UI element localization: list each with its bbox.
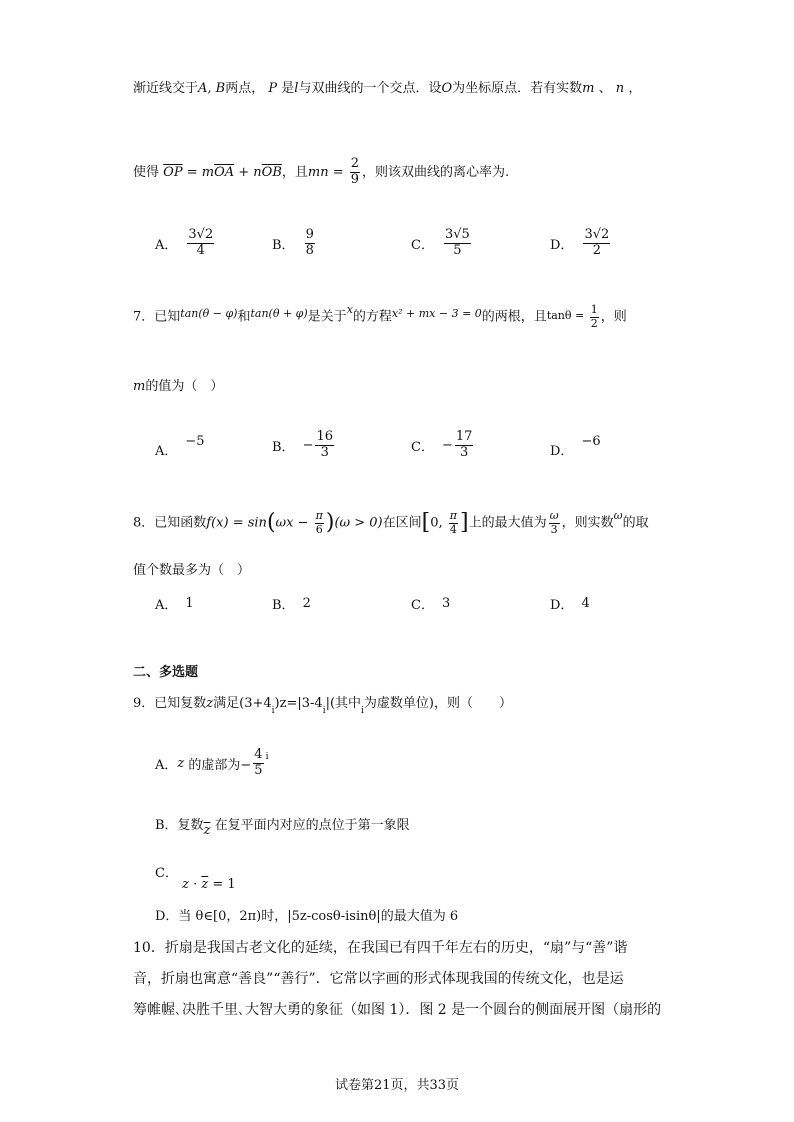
numerator: 3√2 — [188, 227, 214, 242]
q7-option-c[interactable] — [411, 430, 475, 461]
math-z-conjugate: $\overline{z}$ — [201, 877, 209, 892]
numerator: 1 — [590, 303, 598, 316]
option-value: 1 — [185, 596, 194, 611]
text: ，则实数 — [561, 515, 614, 531]
text: 在区间 — [382, 515, 422, 531]
option-label: D． — [550, 598, 574, 613]
text: · — [188, 877, 202, 892]
math-o: O — [441, 81, 453, 96]
minus-sign: − — [302, 437, 314, 453]
denominator: 3 — [550, 522, 558, 536]
minus-sign: − — [441, 437, 453, 453]
q10-line1: 10．折扇是我国古老文化的延续，在我国已有四千年左右的历史，“扇”与“善”谐 — [133, 940, 628, 956]
text: 的两根，且 — [481, 309, 547, 325]
fraction — [444, 228, 471, 259]
paren-close: ) — [325, 510, 335, 536]
fraction — [315, 430, 334, 461]
denominator: 2 — [592, 242, 601, 258]
interval-start: 0, — [430, 515, 447, 531]
fraction — [583, 228, 610, 259]
math-n: n — [615, 81, 625, 96]
math-expression — [182, 877, 236, 892]
text: = — [328, 164, 348, 180]
option-label: A． — [155, 598, 178, 613]
denominator: 9 — [350, 171, 360, 187]
fraction — [455, 430, 474, 461]
text: 与双曲线的一个交点．设 — [298, 81, 442, 96]
q7-line2 — [133, 380, 223, 393]
q7-option-a[interactable] — [155, 432, 205, 459]
vector-ob: $\overline{OB}$ — [261, 164, 282, 180]
numerator: 2 — [350, 156, 360, 171]
vector-op: $\overline{OP}$ — [163, 164, 183, 180]
math-z: z — [177, 755, 185, 771]
text: = — [182, 164, 202, 180]
math-mn: mn — [307, 164, 329, 180]
q10-line2: 音，折扇也寓意“善良”“善行”．它常以字画的形式体现我国的传统文化，也是运 — [133, 971, 624, 987]
q6-option-d[interactable] — [550, 228, 612, 259]
denominator: 3 — [459, 444, 469, 460]
math-z: z — [182, 877, 189, 892]
text: 为坐标原点．若有实数 — [452, 81, 583, 96]
bracket-close: ] — [460, 510, 469, 536]
numerator: 16 — [316, 429, 334, 444]
text: 满足(3+4 — [213, 696, 272, 711]
denominator: 5 — [453, 242, 462, 258]
fraction — [315, 510, 324, 536]
text: 7．已知 — [133, 309, 181, 325]
text: 是关于 — [307, 309, 347, 325]
text: 渐近线交于 — [133, 81, 199, 96]
numerator: π — [315, 509, 323, 522]
text: 的方程 — [352, 309, 392, 325]
math-tan1: tan(θ − φ) — [180, 306, 238, 320]
text: 的取 — [622, 515, 649, 531]
math-x: x — [346, 302, 353, 316]
q7-line1 — [133, 304, 627, 330]
q8-option-d[interactable] — [550, 594, 590, 613]
q7-option-d[interactable] — [550, 432, 601, 459]
math-ab: A, B — [198, 81, 226, 96]
q6-option-b[interactable] — [272, 228, 317, 259]
q6-line2 — [133, 157, 509, 188]
text: ，则该双曲线的离心率为. — [362, 164, 510, 180]
text: 两点， — [225, 81, 265, 96]
q8-option-a[interactable] — [155, 594, 194, 613]
option-label: C． — [155, 866, 178, 881]
fraction — [305, 228, 315, 259]
numerator: 3√2 — [584, 227, 610, 242]
fraction — [449, 510, 458, 536]
numerator: 9 — [305, 227, 314, 242]
math-l: l — [294, 81, 299, 96]
fraction — [350, 157, 360, 188]
math-condition: (ω > 0) — [334, 515, 383, 531]
text: 上的最大值为 — [468, 515, 547, 531]
option-label: C． — [411, 237, 434, 253]
math-function: f(x) = sin — [206, 515, 267, 531]
text: 使得 — [133, 164, 160, 180]
q8-option-b[interactable] — [272, 594, 311, 613]
math-i: i — [271, 706, 275, 716]
option-label: A． — [155, 757, 178, 773]
math-inner: ωx − — [275, 515, 313, 531]
text: ，且 — [281, 164, 308, 180]
text: 在复平面内对应的点位于第一象限 — [214, 818, 410, 833]
denominator: 5 — [254, 762, 263, 778]
text: ， — [628, 81, 642, 96]
section-heading: 二、多选题 — [133, 665, 199, 680]
option-label: B． — [272, 439, 295, 455]
math-i: i — [322, 706, 326, 716]
q10-line3: 筹帷幄､决胜千里､大智大勇的象征（如图 1）．图 2 是一个圆台的侧面展开图（扇形的 — [133, 1002, 662, 1018]
option-label: B． — [272, 237, 295, 253]
q9-option-b[interactable] — [155, 818, 410, 838]
option-label: D． — [550, 237, 574, 253]
q9-option-c[interactable] — [155, 866, 236, 892]
numerator: ω — [549, 509, 559, 522]
page-footer: 试卷第21页，共33页 — [334, 1078, 460, 1093]
text: 9．已知复数 — [133, 696, 207, 711]
math-i: i — [265, 752, 269, 763]
text: 8．已知函数 — [133, 515, 207, 531]
q6-option-a[interactable] — [155, 228, 216, 259]
math-m: m — [133, 379, 146, 394]
math-m: m — [582, 81, 595, 96]
q8-line1 — [133, 510, 649, 536]
option-value: −5 — [185, 434, 205, 449]
math-i: i — [361, 706, 364, 716]
fraction — [549, 510, 560, 536]
math-m: m — [201, 164, 215, 180]
text: ，则 — [600, 309, 627, 325]
option-label: B．复数 — [155, 818, 204, 833]
q6-line1 — [133, 82, 641, 95]
math-p: P — [268, 81, 278, 96]
fraction — [253, 748, 263, 779]
math-n: n — [253, 164, 262, 180]
math-z: z — [206, 696, 214, 711]
denominator: 3 — [320, 444, 329, 460]
text: )z=|3-4 — [274, 696, 323, 711]
text: |(其中 — [325, 696, 362, 711]
math-tan2: tan(θ + φ) — [250, 306, 308, 320]
denominator: 2 — [590, 316, 598, 330]
q9-option-a[interactable] — [155, 748, 268, 779]
numerator: 17 — [455, 429, 473, 444]
math-equation: x² + mx − 3 = 0 — [391, 306, 482, 320]
option-label: C． — [411, 598, 434, 613]
option-value: 3 — [441, 596, 451, 611]
math-tan: tanθ = — [546, 308, 588, 322]
math-omega: ω — [613, 508, 623, 522]
numerator: 4 — [254, 747, 263, 762]
text: + — [234, 164, 254, 180]
denominator: 6 — [315, 522, 323, 536]
option-label: D． — [550, 444, 574, 459]
denominator: 8 — [305, 242, 314, 258]
text: 、 — [598, 81, 612, 96]
option-label: A． — [155, 444, 178, 459]
paren-open: ( — [266, 510, 276, 536]
option-value: 4 — [581, 596, 590, 611]
text: 为虚数单位)，则（ ） — [363, 696, 512, 711]
text: = 1 — [208, 877, 236, 892]
q8-line2: 值个数最多为（ ） — [133, 563, 251, 578]
q8-option-c[interactable] — [411, 594, 450, 613]
numerator: π — [449, 509, 458, 522]
math-z-conjugate: $\overline{z}$ — [203, 823, 211, 838]
bracket-open: [ — [421, 510, 431, 536]
text: 的值为（ ） — [145, 379, 224, 394]
option-label: C． — [411, 439, 434, 455]
numerator: 3√5 — [444, 227, 470, 242]
denominator: 4 — [196, 242, 205, 258]
option-label: B． — [272, 598, 295, 613]
q9-line1 — [133, 696, 512, 716]
text: 的虚部为− — [188, 757, 252, 773]
option-label: A． — [155, 237, 178, 253]
q7-option-b[interactable] — [272, 430, 336, 461]
text: 和 — [237, 309, 251, 325]
denominator: 4 — [449, 522, 457, 536]
text: 是 — [281, 81, 295, 96]
q6-option-c[interactable] — [411, 228, 473, 259]
option-value: −6 — [581, 434, 601, 449]
vector-oa: $\overline{OA}$ — [214, 164, 235, 180]
option-value: 2 — [302, 596, 311, 611]
q9-option-d[interactable]: D．当 θ∈[0，2π)时，|5z-cosθ-isinθ|的最大值为 6 — [155, 909, 459, 924]
fraction — [187, 228, 214, 259]
fraction — [590, 304, 599, 330]
